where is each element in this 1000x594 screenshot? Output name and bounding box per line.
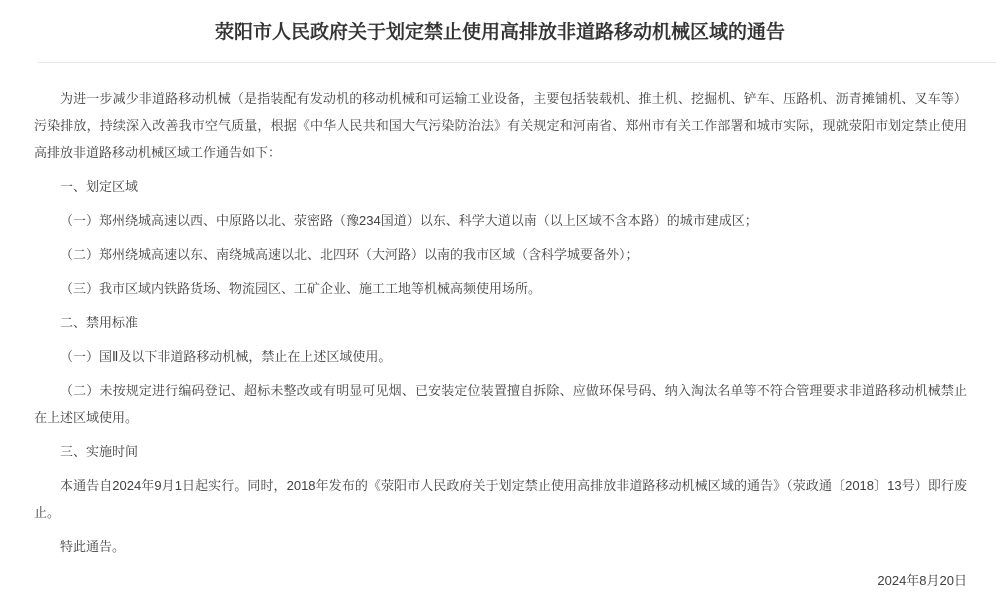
section-2-heading: 二、禁用标准 — [60, 315, 139, 330]
issue-date: 2024年8月20日 — [877, 573, 967, 588]
section-1-heading: 一、划定区域 — [60, 179, 139, 194]
intro-paragraph: 为进一步减少非道路移动机械（是指装配有发动机的移动机械和可运输工业设备，主要包括装载机、推土机、挖掘机、铲车、压路机、沥青摊铺机、叉车等）污染排放，持续深入改善我市空气质量，根据《中华人民共和国大气污染防治法》有关规定和河南省、郑州市有关工作部署和城市实际，现就荥阳市划定禁止使用高排放非道路移动机械区域工作通告如下： — [34, 91, 967, 160]
closing-paragraph: 特此通告。 — [60, 539, 126, 554]
section-3-heading: 三、实施时间 — [60, 444, 139, 459]
section-3-item-1: 本通告自2024年9月1日起实行。同时，2018年发布的《荥阳市人民政府关于划定禁止使用高排放非道路移动机械区域的通告》（荥政通〔2018〕13号）即行废止。 — [34, 478, 967, 520]
section-1-item-1: （一）郑州绕城高速以西、中原路以北、荥密路（豫234国道）以东、科学大道以南（以上区域不含本路）的城市建成区； — [60, 213, 758, 228]
section-2-item-1: （一）国Ⅱ及以下非道路移动机械，禁止在上述区域使用。 — [60, 349, 392, 364]
notice-body — [0, 63, 1000, 594]
section-2-item-2: （二）未按规定进行编码登记、超标未整改或有明显可见烟、已安装定位装置擅自拆除、应做环保号码、纳入淘汰名单等不符合管理要求非道路移动机械禁止在上述区域使用。 — [34, 383, 967, 425]
section-1-item-2: （二）郑州绕城高速以东、南绕城高速以北、北四环（大河路）以南的我市区域（含科学城要备外）； — [60, 247, 639, 262]
section-1-item-3: （三）我市区域内铁路货场、物流园区、工矿企业、施工工地等机械高频使用场所。 — [60, 281, 542, 296]
notice-title: 荥阳市人民政府关于划定禁止使用高排放非道路移动机械区域的通告 — [214, 22, 785, 43]
